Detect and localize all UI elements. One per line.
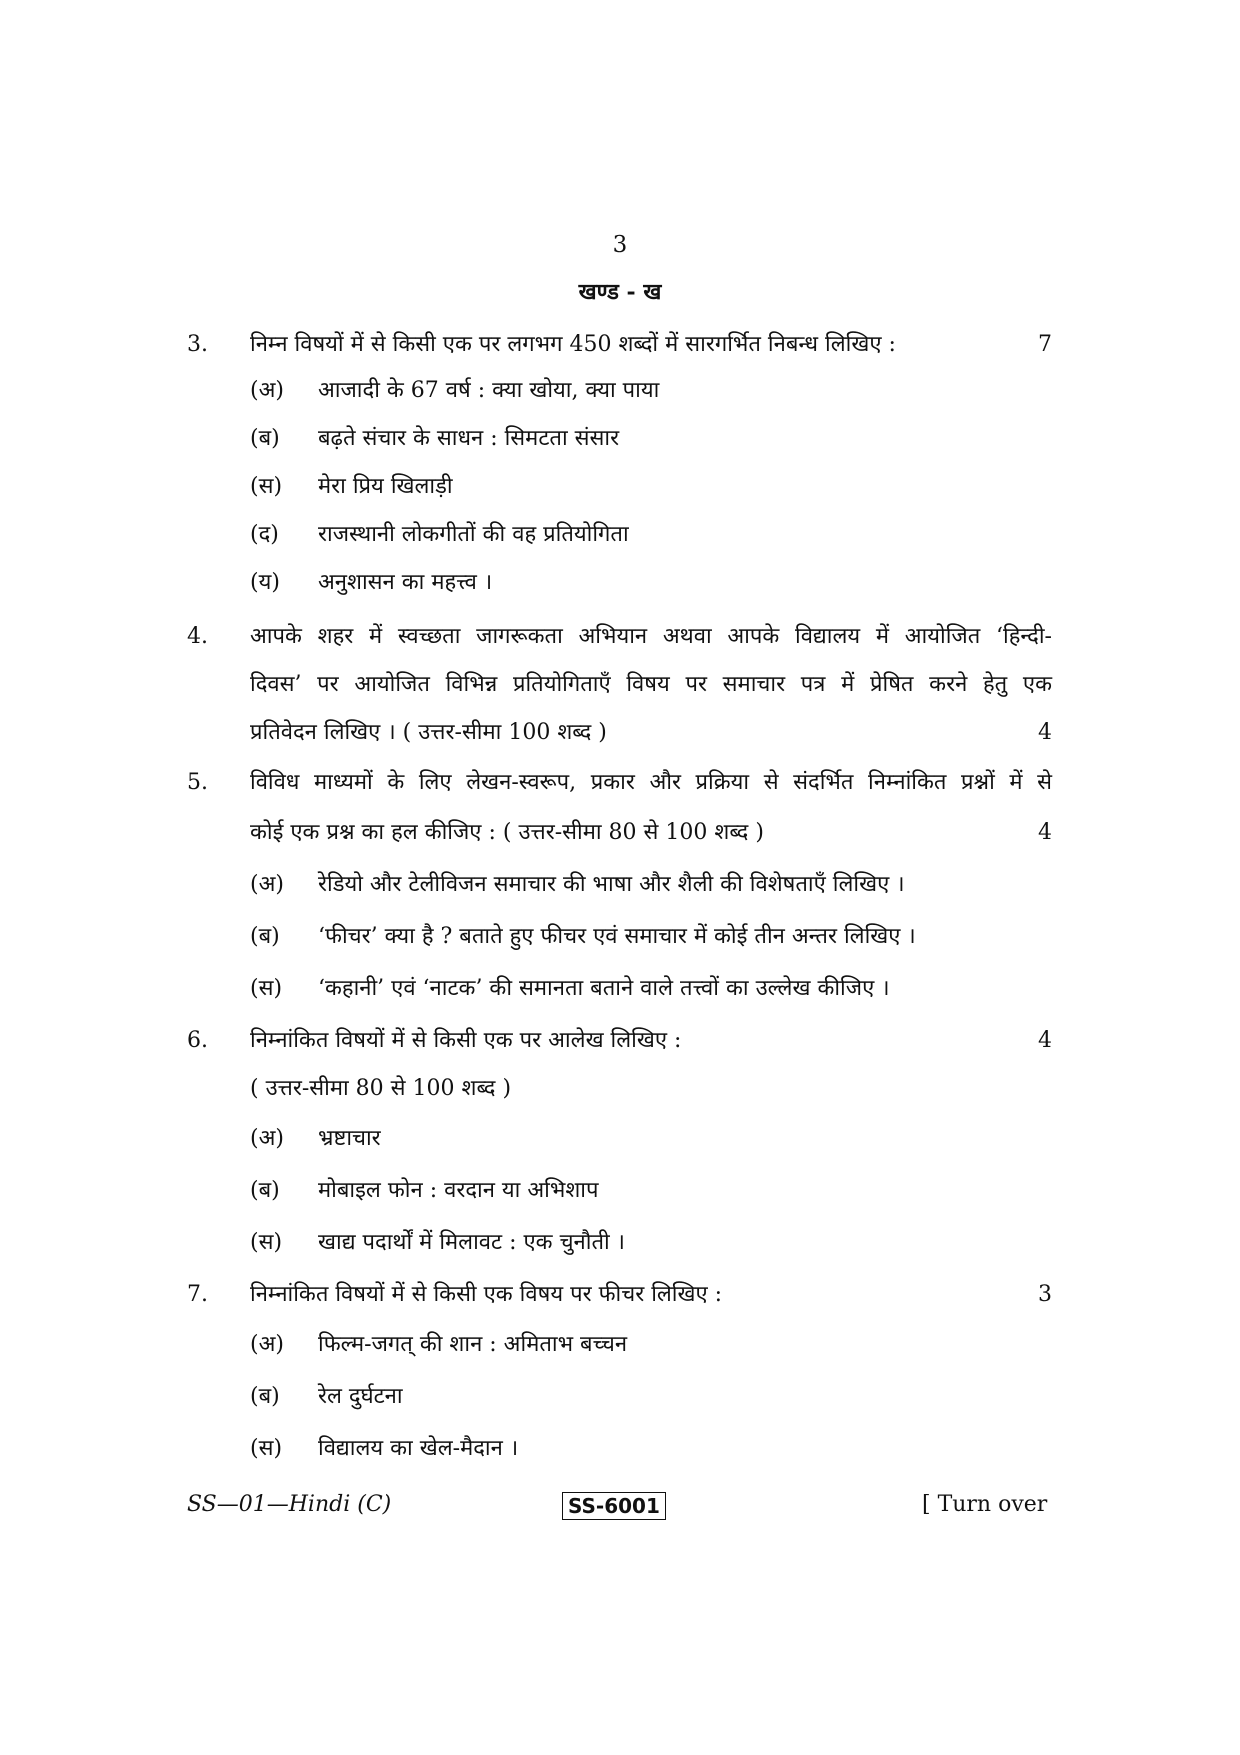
option-label: (ब) [250, 1178, 280, 1203]
option-text: अनुशासन का महत्त्व । [318, 570, 493, 595]
question-text: निम्न विषयों में से किसी एक पर लगभग 450 शब्दों में सारगर्भित निबन्ध लिखिए : [250, 332, 896, 357]
option-label: (स) [250, 1230, 283, 1255]
question-marks: 4 [1038, 820, 1052, 845]
option-label: (स) [250, 1436, 283, 1461]
question-text: निम्नांकित विषयों में से किसी एक पर आलेख लिखिए : [250, 1028, 682, 1053]
option-text: आजादी के 67 वर्ष : क्या खोया, क्या पाया [318, 378, 660, 403]
question-text: निम्नांकित विषयों में से किसी एक विषय पर फीचर लिखिए : [250, 1282, 723, 1307]
option-label: (स) [250, 976, 283, 1001]
question-text-line: आपके शहर में स्वच्छता जागरूकता अभियान अथवा आपके विद्यालय में आयोजित ‘हिन्दी- [250, 624, 1052, 649]
question-number: 4. [187, 624, 208, 649]
option-text: रेल दुर्घटना [318, 1384, 403, 1409]
question-text-line: कोई एक प्रश्न का हल कीजिए : ( उत्तर-सीमा 80 से 100 शब्द ) [250, 820, 764, 845]
question-marks: 4 [1038, 720, 1052, 745]
option-text: ‘कहानी’ एवं ‘नाटक’ की समानता बताने वाले तत्त्वों का उल्लेख कीजिए । [318, 976, 890, 1001]
question-text-line: प्रतिवेदन लिखिए । ( उत्तर-सीमा 100 शब्द ) [250, 720, 607, 745]
turn-over-note: [ Turn over [922, 1492, 1048, 1517]
paper-code: SS—01—Hindi (C) [187, 1492, 392, 1517]
option-label: (अ) [250, 1332, 284, 1357]
question-marks: 4 [1038, 1028, 1052, 1053]
question-number: 3. [187, 332, 208, 357]
option-text: भ्रष्टाचार [318, 1126, 381, 1151]
section-heading: खण्ड - ख [578, 279, 662, 305]
option-label: (ब) [250, 924, 280, 949]
option-text: खाद्य पदार्थों में मिलावट : एक चुनौती । [318, 1230, 626, 1255]
page-number: 3 [612, 232, 628, 258]
option-text: ‘फीचर’ क्या है ? बताते हुए फीचर एवं समाचार में कोई तीन अन्तर लिखिए । [318, 924, 916, 949]
option-text: राजस्थानी लोकगीतों की वह प्रतियोगिता [318, 522, 629, 547]
option-text: विद्यालय का खेल-मैदान । [318, 1436, 519, 1461]
question-text-line: विविध माध्यमों के लिए लेखन-स्वरूप, प्रकार और प्रक्रिया से संदर्भित निम्नांकित प्रश्नों में से [250, 770, 1052, 795]
option-label: (ब) [250, 426, 280, 451]
option-text: बढ़ते संचार के साधन : सिमटता संसार [318, 426, 620, 451]
option-text: फिल्म-जगत् की शान : अमिताभ बच्चन [318, 1332, 628, 1357]
question-marks: 7 [1038, 332, 1052, 357]
option-label: (अ) [250, 1126, 284, 1151]
option-label: (य) [250, 570, 280, 595]
question-number: 5. [187, 770, 208, 795]
option-label: (अ) [250, 378, 284, 403]
option-text: मोबाइल फोन : वरदान या अभिशाप [318, 1178, 599, 1203]
option-label: (द) [250, 522, 279, 547]
question-number: 7. [187, 1282, 208, 1307]
word-limit-note: ( उत्तर-सीमा 80 से 100 शब्द ) [250, 1076, 512, 1101]
option-label: (अ) [250, 872, 284, 897]
option-label: (ब) [250, 1384, 280, 1409]
series-code-box: SS-6001 [562, 1492, 666, 1520]
option-text: रेडियो और टेलीविजन समाचार की भाषा और शैली की विशेषताएँ लिखिए । [318, 872, 905, 897]
question-text-line: दिवस’ पर आयोजित विभिन्न प्रतियोगिताएँ विषय पर समाचार पत्र में प्रेषित करने हेतु एक [250, 672, 1052, 697]
question-marks: 3 [1038, 1282, 1052, 1307]
option-text: मेरा प्रिय खिलाड़ी [318, 474, 453, 499]
option-label: (स) [250, 474, 283, 499]
question-number: 6. [187, 1028, 208, 1053]
